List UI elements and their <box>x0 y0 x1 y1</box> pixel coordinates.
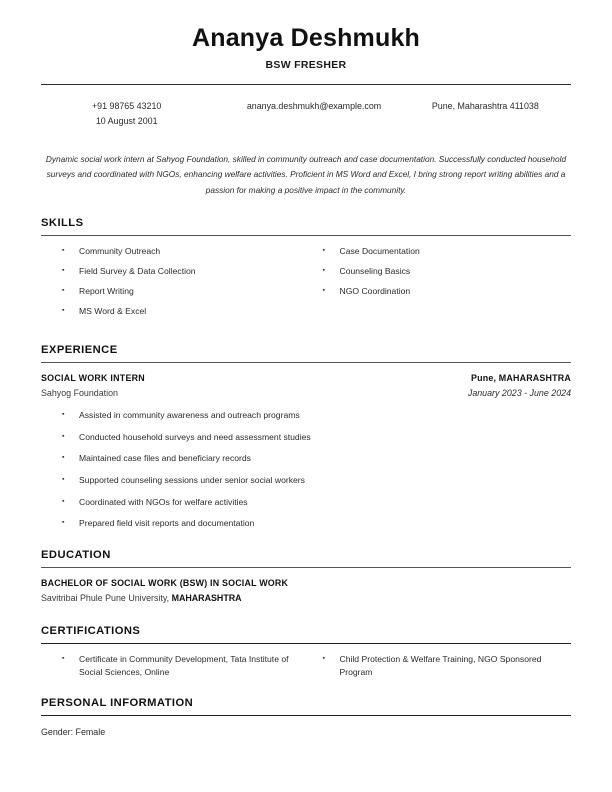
experience-bullet-text: Conducted household surveys and need assessment studies <box>79 431 311 442</box>
personal-info-gender: Gender: Female <box>41 727 106 738</box>
section-education <box>41 549 571 606</box>
bullet-icon: ▪ <box>62 476 65 484</box>
list-item <box>62 517 571 530</box>
contact-location: Pune, Maharashtra 411038 <box>431 100 539 111</box>
certifications-body <box>41 653 571 678</box>
experience-bullet-text: Maintained case files and beneficiary records <box>79 453 251 464</box>
skill-label: MS Word & Excel <box>79 306 147 317</box>
school-line <box>41 591 571 607</box>
section-title-education: EDUCATION <box>41 548 111 561</box>
section-divider-personal-information <box>41 715 571 716</box>
certifications-column-right <box>323 653 572 678</box>
contact-col-phone <box>41 99 228 130</box>
certification-label: Child Protection & Welfare Training, NGO Sponsored Program <box>339 654 542 677</box>
personal-information-body <box>41 725 571 739</box>
contact-col-email <box>228 99 399 130</box>
list-item <box>62 245 311 258</box>
skills-columns <box>41 245 571 325</box>
professional-summary: Dynamic social work intern at Sahyog Foundation, skilled in community outreach and case documentation. Successfully conducted household surveys and coordinated with NGOs, enhancing welfare activities. Proficient in MS Word and Excel, I bring strong report writing abilities and a passion for making a positive impact in the community. <box>45 153 567 195</box>
contact-phone[interactable]: +91 98765 43210 <box>91 100 162 111</box>
bullet-icon: ▪ <box>62 655 65 663</box>
job-title: SOCIAL WORK INTERN <box>41 373 145 384</box>
list-item <box>62 431 571 444</box>
education-entry <box>41 577 571 606</box>
school-state: MAHARASHTRA <box>171 592 242 603</box>
section-title-certifications: CERTIFICATIONS <box>41 625 141 638</box>
list-item <box>62 409 571 422</box>
contact-row <box>41 99 571 130</box>
skill-label: Counseling Basics <box>339 266 411 277</box>
section-divider-skills <box>41 235 571 236</box>
bullet-icon: ▪ <box>322 246 325 254</box>
list-item <box>323 285 572 298</box>
experience-entry-header <box>41 372 571 401</box>
list-item <box>323 265 572 278</box>
certification-label: Certificate in Community Development, Tata Institute of Social Sciences, Online <box>79 654 289 677</box>
skill-label: Field Survey & Data Collection <box>79 266 196 277</box>
bullet-icon: ▪ <box>62 307 65 315</box>
experience-bullet-text: Prepared field visit reports and documentation <box>79 518 255 529</box>
list-item <box>62 653 311 678</box>
skills-column-right <box>323 245 572 325</box>
employer-name: Sahyog Foundation <box>41 387 118 398</box>
list-item <box>62 452 571 465</box>
experience-body <box>41 372 571 530</box>
skill-label: Community Outreach <box>79 245 161 256</box>
experience-bullets <box>41 409 571 530</box>
experience-bullet-text: Coordinated with NGOs for welfare activities <box>79 496 248 507</box>
resume-header <box>41 24 571 130</box>
degree-name: BACHELOR OF SOCIAL WORK (BSW) IN SOCIAL WORK <box>41 577 289 588</box>
list-item <box>62 285 311 298</box>
section-divider-education <box>41 567 571 568</box>
candidate-subtitle: BSW FRESHER <box>265 58 347 71</box>
skill-label: NGO Coordination <box>339 286 411 297</box>
education-body <box>41 577 571 606</box>
list-item <box>323 245 572 258</box>
skill-label: Case Documentation <box>339 245 420 256</box>
contact-col-location <box>400 99 571 130</box>
contact-date-of-birth: 10 August 2001 <box>95 116 158 127</box>
experience-entry-right <box>468 372 571 401</box>
skill-label: Report Writing <box>79 286 134 297</box>
section-personal-information <box>41 697 571 739</box>
skills-body <box>41 245 571 325</box>
section-experience <box>41 344 571 530</box>
bullet-icon: ▪ <box>62 246 65 254</box>
experience-bullet-text: Supported counseling sessions under senior social workers <box>79 475 305 486</box>
list-item <box>62 496 571 509</box>
list-item <box>62 265 311 278</box>
experience-entry-left <box>41 372 145 401</box>
section-skills <box>41 217 571 325</box>
job-location: Pune, MAHARASHTRA <box>470 373 571 384</box>
certifications-column-left <box>41 653 323 678</box>
experience-bullet-text: Assisted in community awareness and outreach programs <box>79 410 300 421</box>
school-name: Savitribai Phule Pune University, <box>41 592 172 603</box>
certifications-columns <box>41 653 571 678</box>
bullet-icon: ▪ <box>62 497 65 505</box>
section-title-skills: SKILLS <box>41 216 84 229</box>
bullet-icon: ▪ <box>322 655 325 663</box>
bullet-icon: ▪ <box>62 267 65 275</box>
list-item <box>323 653 572 678</box>
header-divider <box>41 84 571 85</box>
bullet-icon: ▪ <box>322 267 325 275</box>
bullet-icon: ▪ <box>322 287 325 295</box>
section-divider-certifications <box>41 643 571 644</box>
contact-email[interactable]: ananya.deshmukh@example.com <box>246 100 382 111</box>
section-title-experience: EXPERIENCE <box>41 344 118 357</box>
section-divider-experience <box>41 362 571 363</box>
bullet-icon: ▪ <box>62 519 65 527</box>
section-certifications <box>41 625 571 678</box>
candidate-name: Ananya Deshmukh <box>191 24 421 52</box>
job-dates: January 2023 - June 2024 <box>467 387 571 398</box>
bullet-icon: ▪ <box>62 287 65 295</box>
list-item <box>62 305 311 318</box>
bullet-icon: ▪ <box>62 454 65 462</box>
section-title-personal-information: PERSONAL INFORMATION <box>41 697 194 710</box>
bullet-icon: ▪ <box>62 411 65 419</box>
bullet-icon: ▪ <box>62 432 65 440</box>
list-item <box>62 474 571 487</box>
skills-column-left <box>41 245 323 325</box>
experience-entry <box>41 372 571 530</box>
